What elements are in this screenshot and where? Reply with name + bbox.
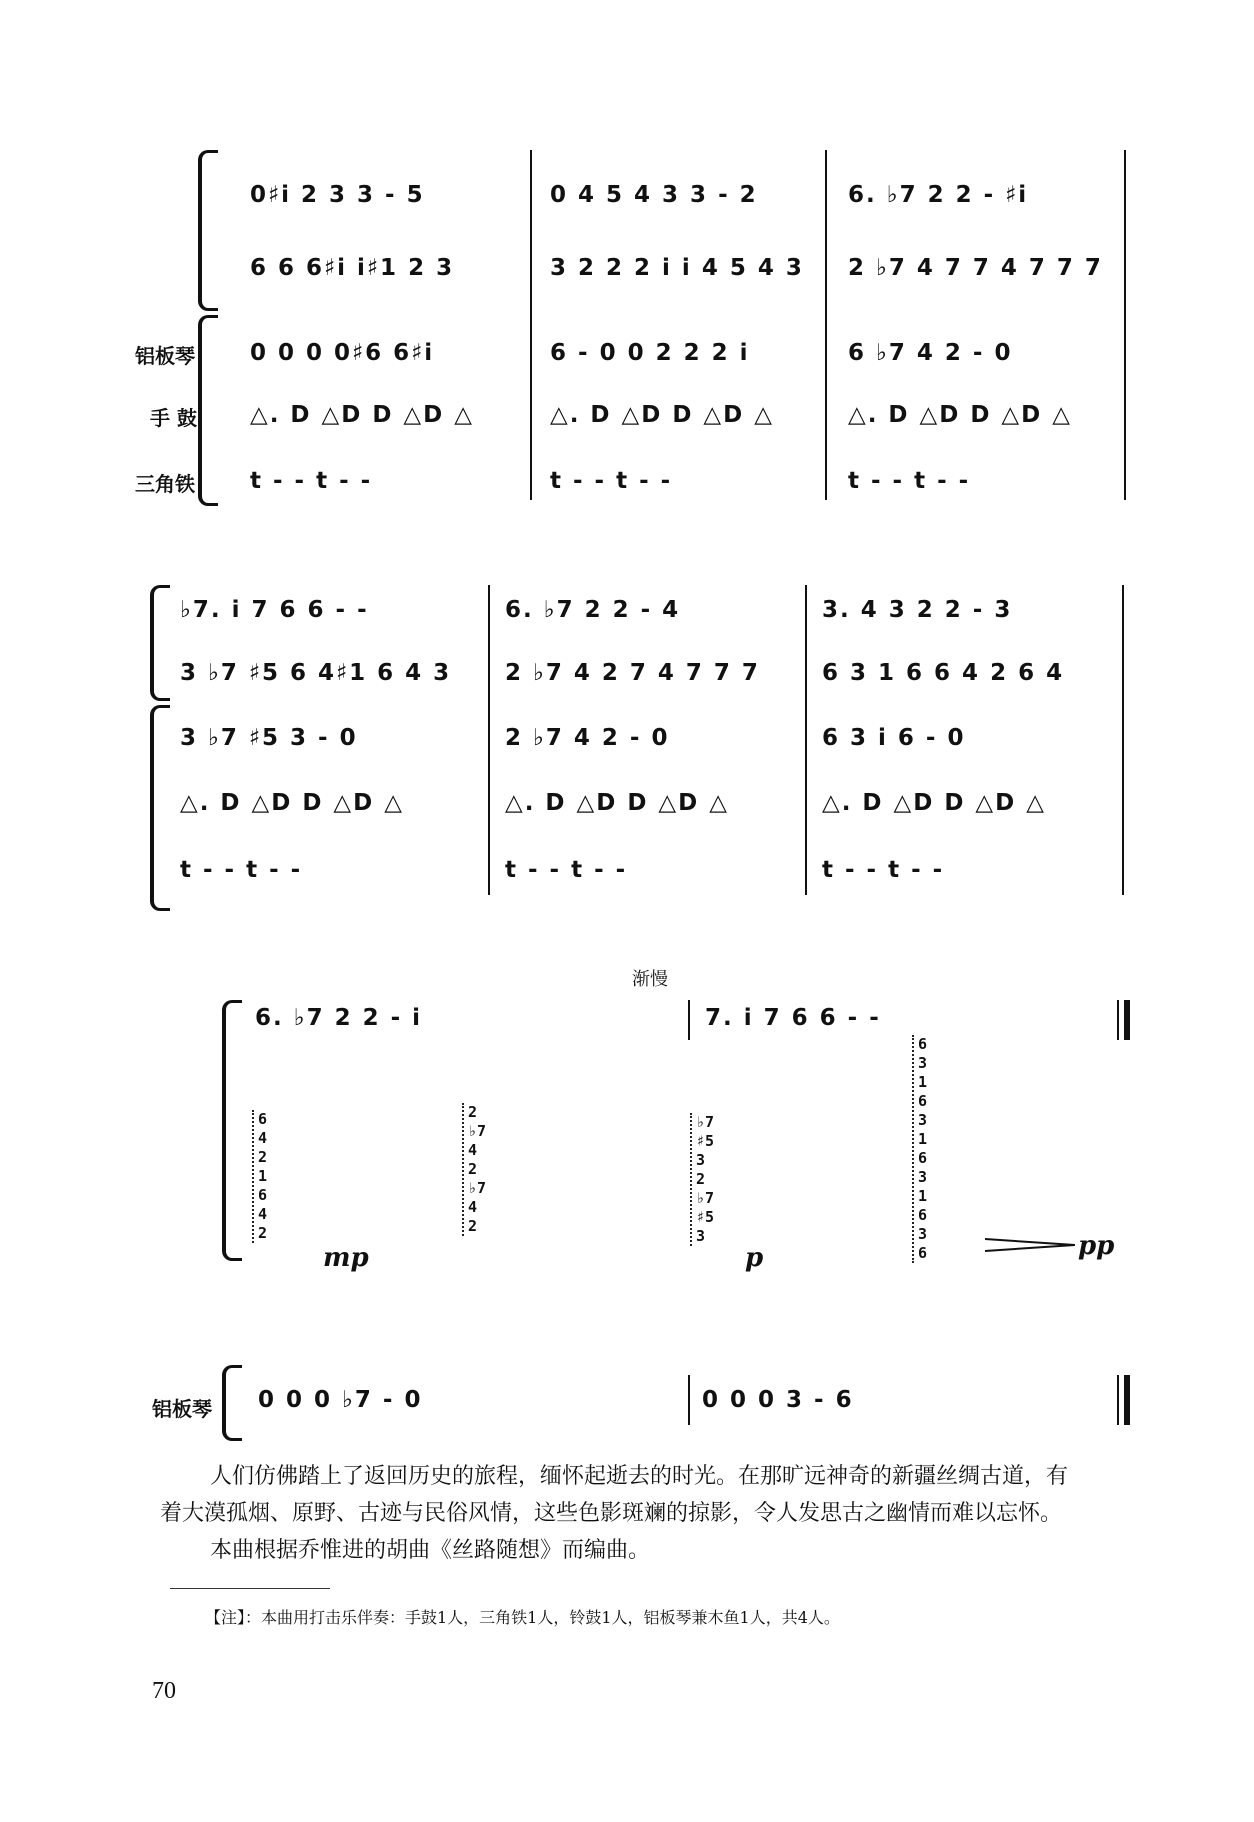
measure: 3. 4 3 2 2 - 3 xyxy=(822,597,1013,623)
measure: 3 ♭7 ♯5 3 - 0 xyxy=(180,725,358,751)
measure: 6 - 0 0 2 2 2 i xyxy=(550,340,750,366)
measure: 6. ♭7 2 2 - 4 xyxy=(505,597,681,623)
measure: t - - t - - xyxy=(822,857,945,883)
arpeggio-chord: 6 3 1 6 3 1 6 3 1 6 3 6 xyxy=(912,1035,927,1263)
measure: 0 0 0 ♭7 - 0 xyxy=(258,1387,423,1413)
measure: t - - t - - xyxy=(250,468,373,494)
tempo-mark: 渐慢 xyxy=(632,969,668,990)
measure: 6 6 6♯i i♯1 2 3 xyxy=(250,255,455,281)
footnote: 【注】：本曲用打击乐伴奏：手鼓1人，三角铁1人，铃鼓1人，铝板琴兼木鱼1人，共4人。 xyxy=(205,1608,840,1627)
measure: △. D △D D △D △ xyxy=(822,790,1046,816)
staff-row-hand-drum xyxy=(0,402,1254,446)
instrument-label: 铝板琴 xyxy=(152,1397,212,1421)
measure: t - - t - - xyxy=(180,857,303,883)
dynamic-pp: pp xyxy=(1078,1231,1115,1261)
score-system-2 xyxy=(0,585,1254,905)
measure: 6. ♭7 2 2 - ♯i xyxy=(848,182,1029,208)
instrument-label: 手 鼓 xyxy=(150,406,197,430)
description-line: 人们仿佛踏上了返回历史的旅程，缅怀起逝去的时光。在那旷远神奇的新疆丝绸古道，有 xyxy=(210,1464,1069,1489)
arpeggio-chord: 2 ♭7 4 2 ♭7 4 2 xyxy=(462,1103,486,1236)
staff-row-triangle xyxy=(0,468,1254,512)
dynamic-p: p xyxy=(745,1243,764,1273)
staff-row-accompaniment xyxy=(0,255,1254,299)
measure: 2 ♭7 4 2 7 4 7 7 7 xyxy=(505,660,760,686)
measure: t - - t - - xyxy=(505,857,628,883)
score-system-3 xyxy=(0,965,1254,1445)
measure: ♭7. i 7 6 6 - - xyxy=(180,597,369,623)
measure: 2 ♭7 4 7 7 4 7 7 7 xyxy=(848,255,1103,281)
measure: 3 2 2 2 i i 4 5 4 3 xyxy=(550,255,804,281)
footnote-rule xyxy=(170,1588,330,1589)
measure: △. D △D D △D △ xyxy=(550,402,774,428)
measure: t - - t - - xyxy=(848,468,971,494)
arpeggio-chord: ♭7 ♯5 3 2 ♭7 ♯5 3 xyxy=(690,1113,714,1246)
dynamic-mp: mp xyxy=(323,1243,369,1273)
staff-row-melody xyxy=(0,182,1254,226)
measure: 0 0 0 0♯6 6♯i xyxy=(250,340,435,366)
measure: 6 3 i 6 - 0 xyxy=(822,725,966,751)
measure: 3 ♭7 ♯5 6 4♯1 6 4 3 xyxy=(180,660,452,686)
arpeggio-chord: 6 4 2 1 6 4 2 xyxy=(252,1110,267,1243)
decrescendo-hairpin-icon xyxy=(985,1237,1075,1251)
measure: 6 ♭7 4 2 - 0 xyxy=(848,340,1013,366)
measure: △. D △D D △D △ xyxy=(250,402,474,428)
measure: 2 ♭7 4 2 - 0 xyxy=(505,725,670,751)
measure: △. D △D D △D △ xyxy=(180,790,404,816)
staff-row-hand-drum xyxy=(0,790,1254,834)
measure: t - - t - - xyxy=(550,468,673,494)
instrument-label: 铝板琴 xyxy=(135,344,195,368)
measure: 0♯i 2 3 3 - 5 xyxy=(250,182,425,208)
instrument-label: 三角铁 xyxy=(135,472,195,496)
staff-row-glockenspiel xyxy=(0,725,1254,769)
measure: 7. i 7 6 6 - - xyxy=(705,1005,881,1031)
staff-row-accompaniment xyxy=(0,660,1254,704)
score-system-1 xyxy=(0,150,1254,510)
staff-row-glockenspiel xyxy=(0,1387,1254,1431)
measure: 6. ♭7 2 2 - i xyxy=(255,1005,423,1031)
staff-row-melody xyxy=(0,597,1254,641)
description-line: 本曲根据乔惟进的胡曲《丝路随想》而编曲。 xyxy=(210,1538,651,1563)
staff-row-melody xyxy=(0,1005,1254,1049)
staff-row-glockenspiel xyxy=(0,340,1254,384)
measure: 0 0 0 3 - 6 xyxy=(702,1387,854,1413)
measure: 0 4 5 4 3 3 - 2 xyxy=(550,182,758,208)
measure: △. D △D D △D △ xyxy=(505,790,729,816)
measure: △. D △D D △D △ xyxy=(848,402,1072,428)
page-number: 70 xyxy=(152,1678,176,1704)
staff-row-triangle xyxy=(0,857,1254,901)
measure: 6 3 1 6 6 4 2 6 4 xyxy=(822,660,1065,686)
description-line: 着大漠孤烟、原野、古迹与民俗风情，这些色影斑斓的掠影，令人发思古之幽情而难以忘怀。 xyxy=(160,1501,1063,1526)
